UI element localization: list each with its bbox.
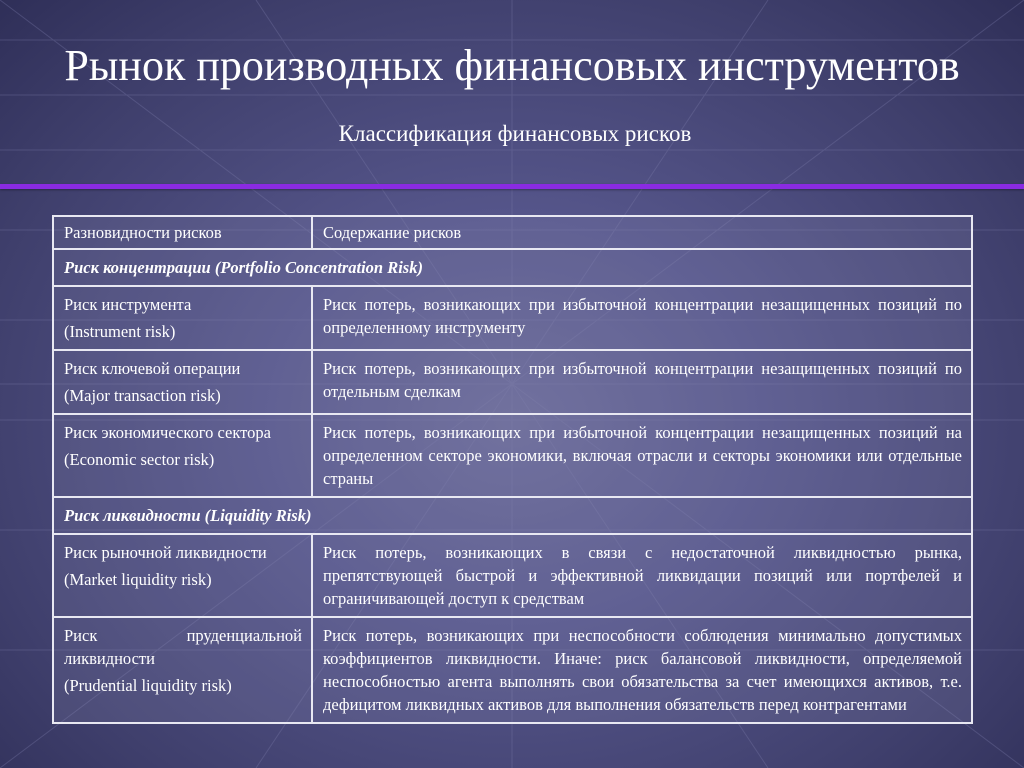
- risk-name: Риск рыночной ликвидности: [64, 543, 267, 562]
- risk-description: Риск потерь, возникающих при избыточной концентрации незащищенных позиций на определенном секторе экономики, включая отрасли и секторы экономики или отдельные страны: [312, 414, 972, 497]
- table-row: [53, 286, 972, 350]
- risk-name: Риск экономического сектора: [64, 423, 271, 442]
- table-row: [53, 534, 972, 617]
- risk-name-cell: [53, 617, 312, 723]
- group-row-concentration: [53, 249, 972, 286]
- risk-name-en: (Market liquidity risk): [64, 570, 212, 589]
- group-title: Риск ликвидности (Liquidity Risk): [53, 497, 972, 534]
- risk-name-cell: [53, 350, 312, 414]
- header-risk-types: Разновидности рисков: [53, 216, 312, 249]
- risk-classification-table: [52, 215, 973, 724]
- risk-description: Риск потерь, возникающих при избыточной концентрации незащищенных позиций по определенному инструменту: [312, 286, 972, 350]
- title-divider: [0, 184, 1024, 189]
- table-row: [53, 350, 972, 414]
- risk-name: Риск пруденциальной ликвидности: [64, 626, 302, 668]
- header-risk-content: Содержание рисков: [312, 216, 972, 249]
- risk-name-en: (Prudential liquidity risk): [64, 676, 232, 695]
- slide-title: Рынок производных финансовых инструментов: [64, 41, 960, 90]
- risk-name-cell: [53, 534, 312, 617]
- risk-name-en: (Instrument risk): [64, 322, 176, 341]
- table-row: [53, 617, 972, 723]
- table-row: [53, 414, 972, 497]
- risk-name-en: (Major transaction risk): [64, 386, 221, 405]
- risk-description: Риск потерь, возникающих при неспособности соблюдения минимально допустимых коэффициентов ликвидности. Иначе: риск балансовой ликвидности, определяемой неспособностью агента выполнять свои обязательства за счет имеющихся активов, т.е. дефицитом ликвидных активов для выполнения обязательств перед контрагентами: [312, 617, 972, 723]
- table-header-row: [53, 216, 972, 249]
- risk-name: Риск ключевой операции: [64, 359, 241, 378]
- group-row-liquidity: [53, 497, 972, 534]
- risk-name-cell: [53, 414, 312, 497]
- risk-name-cell: [53, 286, 312, 350]
- slide-subtitle: Классификация финансовых рисков: [338, 121, 692, 146]
- risk-name: Риск инструмента: [64, 295, 192, 314]
- risk-description: Риск потерь, возникающих при избыточной концентрации незащищенных позиций по отдельным сделкам: [312, 350, 972, 414]
- risk-description: Риск потерь, возникающих в связи с недостаточной ликвидностью рынка, препятствующей быстрой и эффективной ликвидации позиций или портфелей и ограничивающей доступ к средствам: [312, 534, 972, 617]
- group-title: Риск концентрации (Portfolio Concentration Risk): [53, 249, 972, 286]
- risk-name-en: (Economic sector risk): [64, 450, 215, 469]
